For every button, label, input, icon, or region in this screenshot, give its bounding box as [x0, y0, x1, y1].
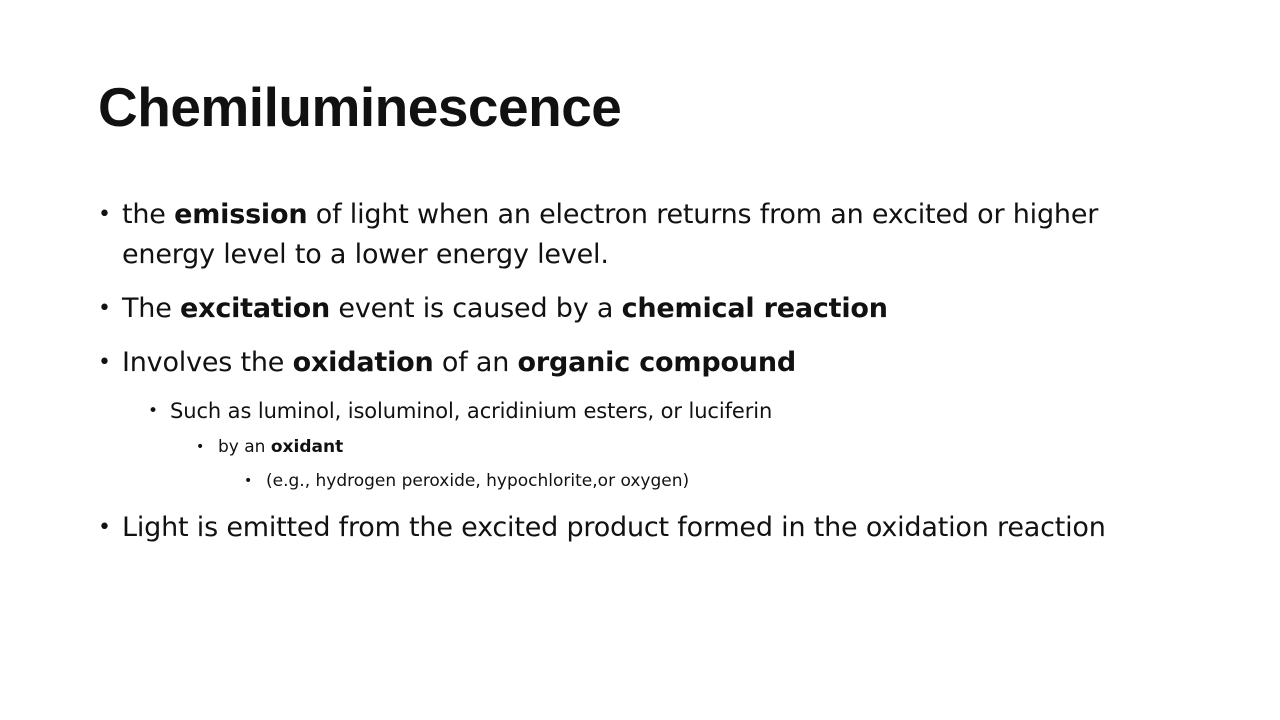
bullet-text: (e.g., hydrogen peroxide, hypochlorite,or oxygen) — [266, 471, 690, 491]
bullet-text: Involves the — [122, 347, 293, 378]
bullet-bold-text: emission — [174, 199, 308, 230]
bullet-text: of an — [433, 347, 518, 378]
bullet-examples — [244, 468, 1066, 494]
bullet-text: Light is emitted from the excited product formed in the oxidation reaction — [122, 512, 1106, 543]
bullet-oxidant — [196, 434, 1018, 460]
bullet-text: by an — [218, 437, 271, 457]
bullet-text: the — [122, 199, 175, 230]
bullet-light-emitted — [98, 508, 1132, 548]
bullet-icon: • — [98, 202, 111, 227]
bullet-icon: • — [98, 350, 111, 375]
bullet-text: event is caused by a — [330, 293, 622, 324]
bullet-text: The — [122, 293, 180, 324]
bullet-icon: • — [196, 439, 205, 455]
bullet-oxidation — [98, 343, 1132, 383]
bullet-such-as — [148, 396, 1070, 426]
bullet-emission — [98, 195, 1132, 275]
slide-title: Chemiluminescence — [98, 76, 622, 138]
bullet-excitation — [98, 289, 1132, 329]
bullet-icon: • — [98, 515, 111, 540]
bullet-bold-text: oxidation — [292, 347, 434, 378]
bullet-icon: • — [148, 401, 158, 421]
bullet-bold-text: chemical reaction — [621, 293, 888, 324]
bullet-text: Such as luminol, isoluminol, acridinium esters, or luciferin — [170, 399, 773, 423]
bullet-icon: • — [98, 296, 111, 321]
bullet-bold-text: oxidant — [270, 437, 344, 457]
bullet-icon: • — [244, 473, 253, 489]
bullet-text: of light when an electron returns from an excited or higher energy level to a lower energy level. — [122, 199, 1099, 270]
bullet-bold-text: excitation — [180, 293, 331, 324]
bullet-bold-text: organic compound — [517, 347, 796, 378]
